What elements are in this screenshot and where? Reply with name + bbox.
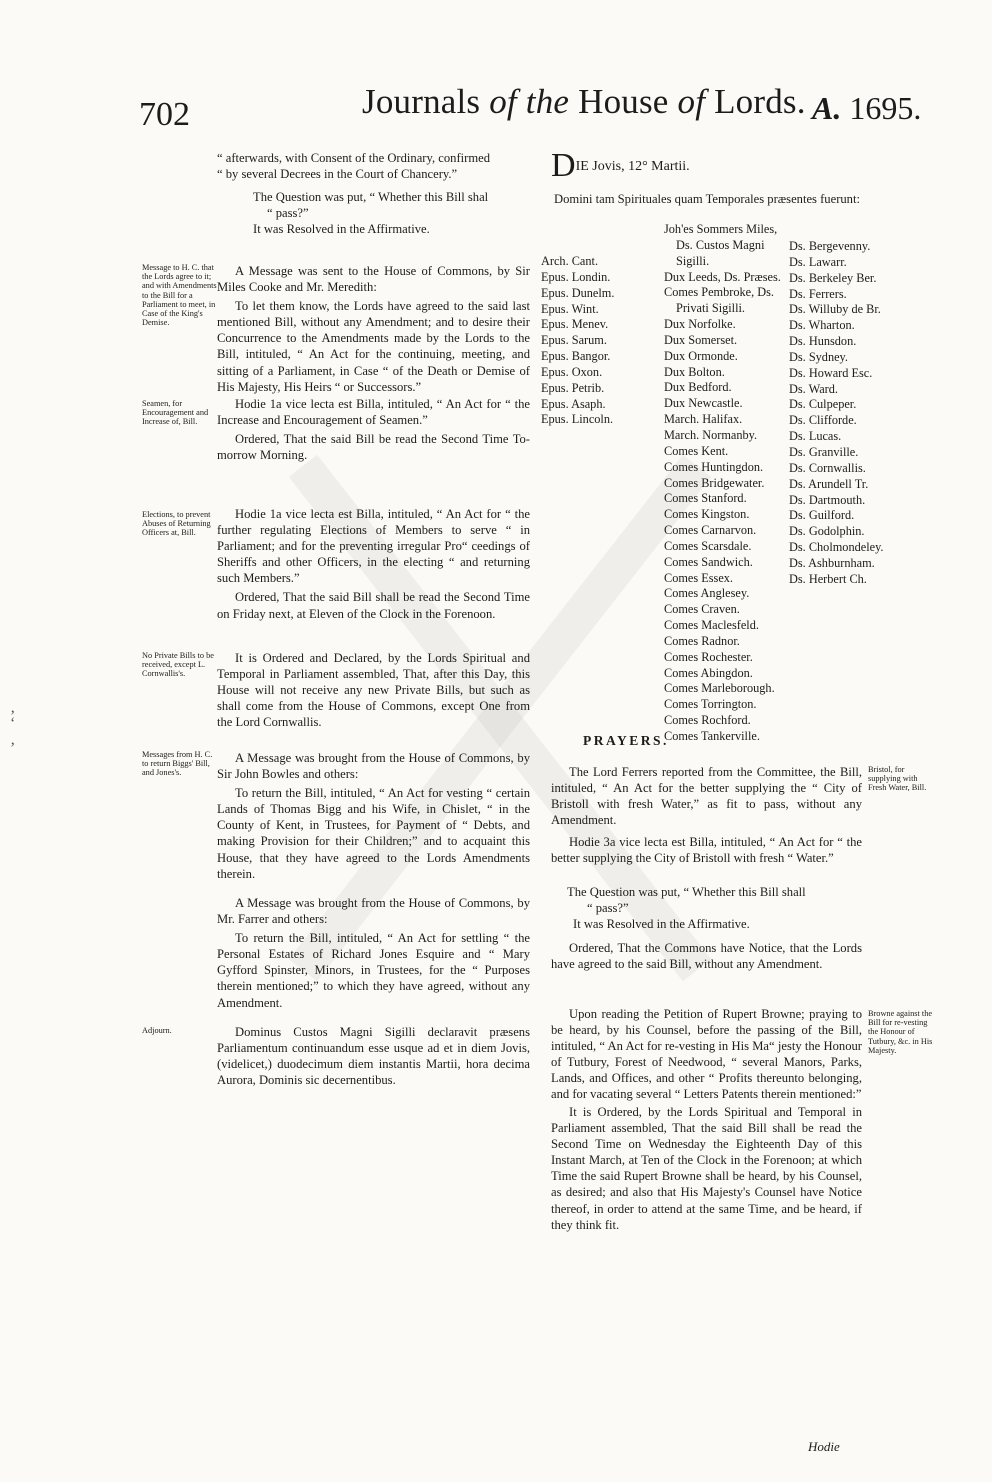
list-item: Comes Bridgewater.	[664, 475, 765, 490]
sidenote-elections: Elections, to prevent Abuses of Returning Officers at, Bill.	[142, 510, 211, 538]
list-item: Comes Rochford.	[664, 713, 751, 728]
attendance-officers-peers	[664, 222, 781, 745]
list-item: Comes Sandwich.	[664, 554, 753, 569]
sidenote-seamen: Seamen, for Encouragement and Increase of, Bill.	[142, 399, 209, 427]
list-item: Comes Marleborough.	[664, 681, 775, 696]
list-item: Dux Bolton.	[664, 364, 725, 379]
list-item: Epus. Londin.	[541, 269, 611, 284]
list-item: Comes Kent.	[664, 443, 729, 458]
list-item: Joh'es Sommers Miles,	[664, 222, 778, 236]
list-item: Ds. Custos Magni	[676, 237, 765, 252]
list-item: Dux Ormonde.	[664, 348, 738, 363]
list-item: Comes Huntingdon.	[664, 459, 764, 474]
list-item: Ds. Berkeley Ber.	[789, 270, 877, 285]
sidenote-private-bills: No Private Bills to be received, except L. Cornwallis's.	[142, 651, 214, 679]
left-message-1: A Message was sent to the House of Commons, by Sir Miles Cooke and Mr. Meredith: To let them know, the Lords have agreed to the said last mentioned Bill, without any Amendment; and to desire their Concurrence to the Amendments made by the Lords to the Bill, intituled, “ An Act for the continuing, meeting, and sitting of a Parliament, in Case “ of the Death or Demise of His Majesty, His Heirs “ or Successors.”	[217, 264, 530, 394]
list-item: Dux Norfolke.	[664, 317, 736, 332]
die-heading: DIE Jovis, 12° Martii.	[551, 147, 690, 184]
list-item: Ds. Herbert Ch.	[789, 571, 867, 586]
list-item: Epus. Petrib.	[541, 380, 605, 395]
margin-mark: ‚ ‘ ‚	[10, 699, 16, 748]
list-item: Epus. Wint.	[541, 301, 599, 316]
list-item: Comes Anglesey.	[664, 586, 750, 601]
list-item: Comes Pembroke, Ds.	[664, 285, 774, 300]
list-item: Sigilli.	[676, 253, 710, 268]
list-item: Epus. Oxon.	[541, 364, 603, 379]
left-jones: A Message was brought from the House of Commons, by Mr. Farrer and others: To return the Bill, intituled, “ An Act for settling “ the Personal Estates of Richard Jones Esquire and “ Mary Gyfford Spinster, Minors, in Trustees, for the “ Purposes therein mentioned;” to which they have agreed, without any Amendment.	[217, 896, 530, 1010]
attendance-barons	[789, 239, 884, 588]
right-question: The Question was put, “ Whether this Bill shall “ pass?” It was Resolved in the Affirmative.	[567, 885, 806, 932]
list-item: Comes Kingston.	[664, 507, 750, 522]
right-bristol-third-reading: Hodie 3a vice lecta est Billa, intituled, “ An Act for “ the better supplying the City of Bristoll with fresh “ Water.”	[551, 835, 862, 866]
list-item: Privati Sigilli.	[676, 301, 746, 316]
left-adjourn: Dominus Custos Magni Sigilli declaravit præsens Parliamentum continuandum esse usque ad et in diem Jovis, (videlicet,) duodecimum diem instantis Martii, hora decima Aurora, Dominis sic decernentibus.	[217, 1025, 530, 1088]
left-private-bills: It is Ordered and Declared, by the Lords Spiritual and Temporal in Parliament assembled, That, after this Day, this House will not receive any new Private Bills, but such as shall come from the House of Commons, except One from the Lord Cornwallis.	[217, 651, 530, 730]
list-item: Comes Rochester.	[664, 649, 753, 664]
list-item: Ds. Bergevenny.	[789, 239, 871, 253]
list-item: Dux Newcastle.	[664, 396, 743, 411]
list-item: Comes Craven.	[664, 602, 740, 617]
list-item: Dux Bedford.	[664, 380, 732, 395]
list-item: Ds. Lawarr.	[789, 254, 847, 269]
list-item: Comes Maclesfeld.	[664, 618, 759, 633]
list-item: Comes Essex.	[664, 570, 733, 585]
list-item: Ds. Ashburnham.	[789, 555, 875, 570]
list-item: Arch. Cant.	[541, 254, 599, 268]
list-item: Epus. Bangor.	[541, 349, 611, 364]
list-item: Epus. Sarum.	[541, 333, 607, 348]
list-item: Ds. Willuby de Br.	[789, 302, 881, 317]
left-seamen: Hodie 1a vice lecta est Billa, intituled, “ An Act for “ the Increase and Encouragement of Seamen.” Ordered, That the said Bill be read the Second Time To-morrow Morning.	[217, 397, 530, 463]
list-item: Ds. Guilford.	[789, 508, 855, 523]
list-item: Ds. Wharton.	[789, 318, 855, 333]
list-item: Ds. Howard Esc.	[789, 365, 873, 380]
list-item: Ds. Ward.	[789, 381, 838, 396]
list-item: Ds. Cornwallis.	[789, 460, 866, 475]
list-item: Ds. Godolphin.	[789, 524, 865, 539]
list-item: March. Normanby.	[664, 427, 758, 442]
page-number: 702	[139, 96, 190, 133]
list-item: Ds. Culpeper.	[789, 397, 857, 412]
list-item: Comes Stanford.	[664, 491, 747, 506]
sidenote-biggs: Messages from H. C. to return Biggs' Bill, and Jones's.	[142, 750, 213, 778]
right-browne-petition: Upon reading the Petition of Rupert Browne; praying to be heard, by his Counsel, before the passing of the Bill, intituled, “ An Act for re-vesting in His Ma“ jesty the Honour of Tutbury, Forest of Needwood, “ several Manors, Parks, Lands, and Offices, and other “ Profits thereunto belonging, and for vacating several “ Letters Patents therein mentioned:”	[551, 1007, 862, 1102]
list-item: Comes Carnarvon.	[664, 523, 757, 538]
list-item: Epus. Asaph.	[541, 396, 606, 411]
left-biggs: A Message was brought from the House of Commons, by Sir John Bowles and others: To return the Bill, intituled, “ An Act for vesting “ certain Lands of Thomas Bigg and his Wife, in Chislet, “ in the County of Kent, in Trustees, for Payment of “ Debts, and making Provision for their Children;” and to acquaint this House, that they have agreed to the Lords Amendments therein.	[217, 751, 530, 881]
list-item: Ds. Lucas.	[789, 429, 842, 444]
right-browne-order: It is Ordered, by the Lords Spiritual and Temporal in Parliament assembled, That the said Bill shall be read the Second Time on Wednesday the Eighteenth Day of this Instant March, at Ten of the Clock in the Forenoon; at which Time the said Rupert Browne shall be heard, by his Counsel, as desired; and also that His Majesty's Counsel have Notice thereof, in order to attend at the same Time, and be heard, if they think fit.	[551, 1105, 862, 1232]
left-elections: Hodie 1a vice lecta est Billa, intituled, “ An Act for “ the further regulating Elections of Members to serve “ in Parliament; and for the preventing irregular Pro“ ceedings of Sheriffs and other Officers, in the electing “ and returning such Members.” Ordered, That the said Bill shall be read the Second Time on Friday next, at Eleven of the Clock in the Forenoon.	[217, 507, 530, 621]
domini-heading: Domini tam Spirituales quam Temporales præsentes fuerunt:	[554, 192, 860, 206]
list-item: Comes Scarsdale.	[664, 538, 752, 553]
list-item: Ds. Dartmouth.	[789, 492, 866, 507]
list-item: Comes Tankerville.	[664, 729, 760, 743]
list-item: Epus. Menev.	[541, 317, 609, 332]
list-item: Comes Abingdon.	[664, 665, 753, 680]
page-year: A. 1695.	[812, 90, 922, 126]
list-item: Ds. Ferrers.	[789, 286, 847, 301]
left-question-1: The Question was put, “ Whether this Bill shal “ pass?” It was Resolved in the Affirmative.	[253, 190, 489, 237]
sidenote-browne: Browne against the Bill for re-vesting the Honour of Tutbury, &c. in His Majesty.	[868, 1009, 933, 1055]
right-bristol-report: The Lord Ferrers reported from the Committee, the Bill, intituled, “ An Act for the better supplying the “ City of Bristoll with fresh Water,” as fit to pass, without any Amendment.	[551, 765, 862, 828]
list-item: Ds. Hunsdon.	[789, 334, 857, 349]
sidenote-message: Message to H. C. that the Lords agree to it; and with Amendments to the Bill for a Parliament to meet, in Case of the King's Demise.	[142, 263, 217, 328]
left-para-1: “ afterwards, with Consent of the Ordinary, confirmed “ by several Decrees in the Court of Chancery.”	[217, 151, 491, 182]
list-item: Ds. Clifforde.	[789, 413, 857, 428]
list-item: Ds. Sydney.	[789, 349, 848, 364]
sidenote-bristol: Bristol, for supplying with Fresh Water, Bill.	[868, 765, 927, 793]
list-item: Ds. Granville.	[789, 444, 859, 459]
list-item: Dux Leeds, Ds. Præses.	[664, 269, 781, 284]
page-title: Journals of the House of Lords.	[362, 82, 806, 121]
catchword: Hodie	[808, 1439, 840, 1454]
attendance-bishops	[541, 254, 614, 428]
right-ordered-notice: Ordered, That the Commons have Notice, that the Lords have agreed to the said Bill, without any Amendment.	[551, 941, 862, 972]
list-item: Comes Torrington.	[664, 697, 757, 712]
list-item: Dux Somerset.	[664, 332, 738, 347]
list-item: Ds. Cholmondeley.	[789, 540, 884, 555]
list-item: Epus. Lincoln.	[541, 412, 614, 427]
list-item: March. Halifax.	[664, 412, 743, 427]
sidenote-adjourn: Adjourn.	[142, 1026, 172, 1035]
list-item: Comes Radnor.	[664, 633, 740, 648]
list-item: Ds. Arundell Tr.	[789, 476, 869, 491]
prayers-heading: PRAYERS.	[583, 733, 669, 748]
list-item: Epus. Dunelm.	[541, 285, 615, 300]
